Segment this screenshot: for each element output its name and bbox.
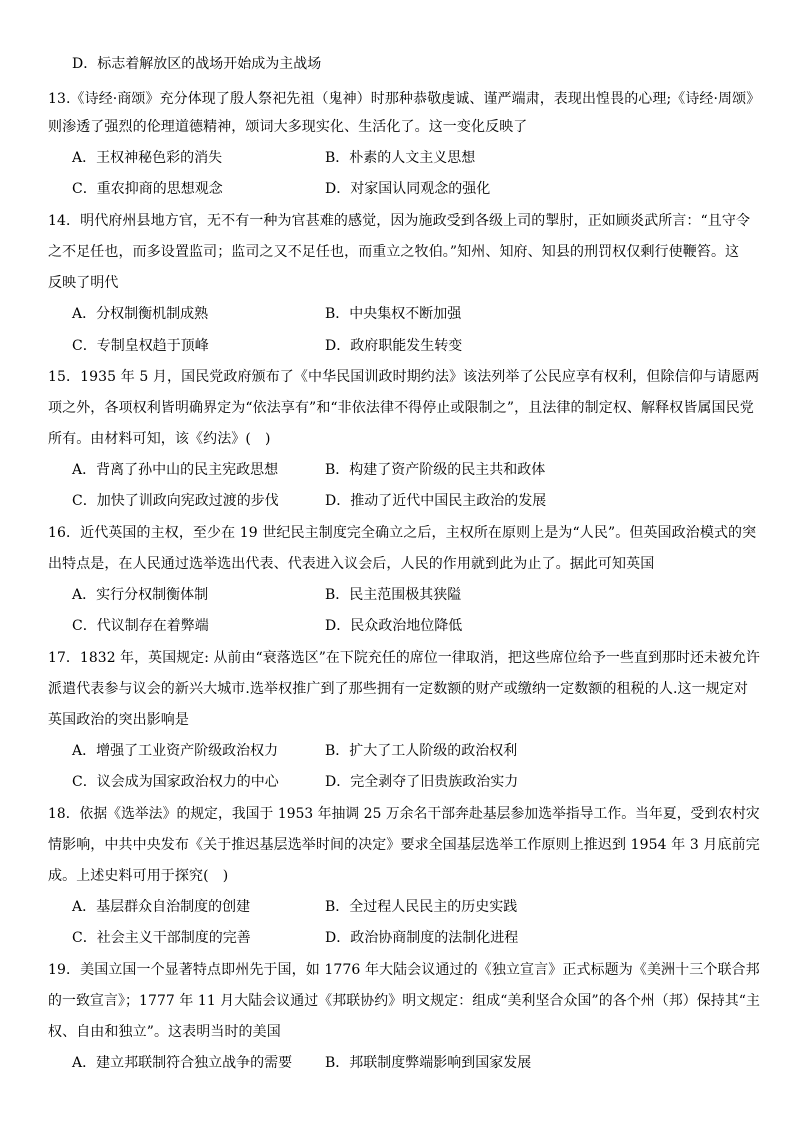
q13-option-c: C．重农抑商的思想观念	[72, 181, 223, 197]
q14-option-c: C．专制皇权趋于顶峰	[72, 338, 209, 354]
q16-option-c: C．代议制存在着弊端	[72, 618, 209, 634]
q14-stem-line-3: 反映了明代	[48, 275, 119, 291]
q19-option-a: A．建立邦联制符合独立战争的需要	[72, 1055, 293, 1071]
q17-option-b: B．扩大了工人阶级的政治权利	[325, 743, 518, 759]
q15-stem-line-2: 项之外，各项权利皆明确界定为“依法享有”和“非依法律不得停止或限制之”，且法律的制定权、解释权皆属国民党	[48, 400, 754, 416]
q17-stem-line-2: 派遣代表参与议会的新兴大城市.选举权推广到了那些拥有一定数额的财产或缴纳一定数额的租税的人.这一规定对	[48, 681, 748, 697]
q14-stem-line-1: 14．明代府州县地方官，无不有一种为官甚难的感觉，因为施政受到各级上司的掣肘，正如顾炎武所言：“且守令	[48, 213, 751, 229]
q15-option-d: D．推动了近代中国民主政治的发展	[325, 493, 547, 509]
q19-stem-line-2: 的一致宣言》；1777 年 11 月大陆会议通过《邦联协约》明文规定：组成“美利坚合众国”的各个州（邦）保持其“主	[48, 993, 760, 1009]
q16-option-d: D．民众政治地位降低	[325, 618, 463, 634]
q18-stem-line-2: 情影响，中共中央发布《关于推迟基层选举时间的决定》要求全国基层选举工作原则上推迟到 1954 年 3 月底前完	[48, 837, 760, 853]
q15-option-a: A．背离了孙中山的民主宪政思想	[72, 462, 279, 478]
q18-option-b: B．全过程人民民主的历史实践	[325, 899, 518, 915]
q17-stem-line-3: 英国政治的突出影响是	[48, 712, 189, 728]
q15-option-b: B．构建了资产阶级的民主共和政体	[325, 462, 546, 478]
q14-stem-line-2: 之不足任也，而多设置监司；监司之又不足任也，而重立之牧伯。”知州、知府、知县的刑罚权仅剩行使鞭笞。这	[48, 244, 740, 260]
q13-option-a: A．王权神秘色彩的消失	[72, 150, 223, 166]
q18-stem-line-1: 18．依据《选举法》的规定，我国于 1953 年抽调 25 万余名干部奔赴基层参加选举指导工作。当年夏，受到农村灾	[48, 806, 760, 822]
q16-option-a: A．实行分权制衡体制	[72, 587, 209, 603]
q16-stem-line-1: 16．近代英国的主权，至少在 19 世纪民主制度完全确立之后，主权所在原则上是为“人民”。但英国政治模式的突	[48, 525, 757, 541]
q14-option-a: A．分权制衡机制成熟	[72, 306, 209, 322]
q13-stem-line-2: 则渗透了强烈的伦理道德精神，颂词大多现实化、生活化了。这一变化反映了	[48, 119, 528, 135]
q14-option-b: B．中央集权不断加强	[325, 306, 462, 322]
q17-stem-line-1: 17．1832 年，英国规定: 从前由“衰落选区”在下院充任的席位一律取消，把这些席位给予一些直到那时还未被允许	[48, 650, 760, 666]
q14-option-d: D．政府职能发生转变	[325, 338, 463, 354]
q16-option-b: B．民主范围极其狭隘	[325, 587, 462, 603]
q13-option-b: B．朴素的人文主义思想	[325, 150, 476, 166]
q17-option-a: A．增强了工业资产阶级政治权力	[72, 743, 279, 759]
q12-option-d: D．标志着解放区的战场开始成为主战场	[72, 56, 322, 72]
q18-option-c: C．社会主义干部制度的完善	[72, 930, 251, 946]
q19-stem-line-1: 19．美国立国一个显著特点即州先于国，如 1776 年大陆会议通过的《独立宣言》正式标题为《美洲十三个联合邦	[48, 962, 760, 978]
q17-option-c: C．议会成为国家政治权力的中心	[72, 774, 279, 790]
q13-stem-line-1: 13.《诗经·商颂》充分体现了殷人祭祀先祖（鬼神）时那种恭敬虔诚、谨严端肃，表现出惶畏的心理;《诗经·周颂》	[48, 91, 761, 107]
q18-stem-line-3: 成。上述史料可用于探究( )	[48, 868, 229, 884]
q15-stem-line-3: 所有。由材料可知，该《约法》( )	[48, 431, 271, 447]
q15-option-c: C．加快了训政向宪政过渡的步伐	[72, 493, 279, 509]
q13-option-d: D．对家国认同观念的强化	[325, 181, 491, 197]
q18-option-a: A．基层群众自治制度的创建	[72, 899, 251, 915]
q15-stem-line-1: 15．1935 年 5 月，国民党政府颁布了《中华民国训政时期约法》该法列举了公民应享有权利，但除信仰与请愿两	[48, 369, 760, 385]
q16-stem-line-2: 出特点是，在人民通过选举选出代表、代表进入议会后，人民的作用就到此为止了。据此可知英国	[48, 556, 655, 572]
q19-stem-line-3: 权、自由和独立”。这表明当时的美国	[48, 1024, 281, 1040]
q19-option-b: B．邦联制度弊端影响到国家发展	[325, 1055, 532, 1071]
q18-option-d: D．政治协商制度的法制化进程	[325, 930, 519, 946]
q17-option-d: D．完全剥夺了旧贵族政治实力	[325, 774, 519, 790]
